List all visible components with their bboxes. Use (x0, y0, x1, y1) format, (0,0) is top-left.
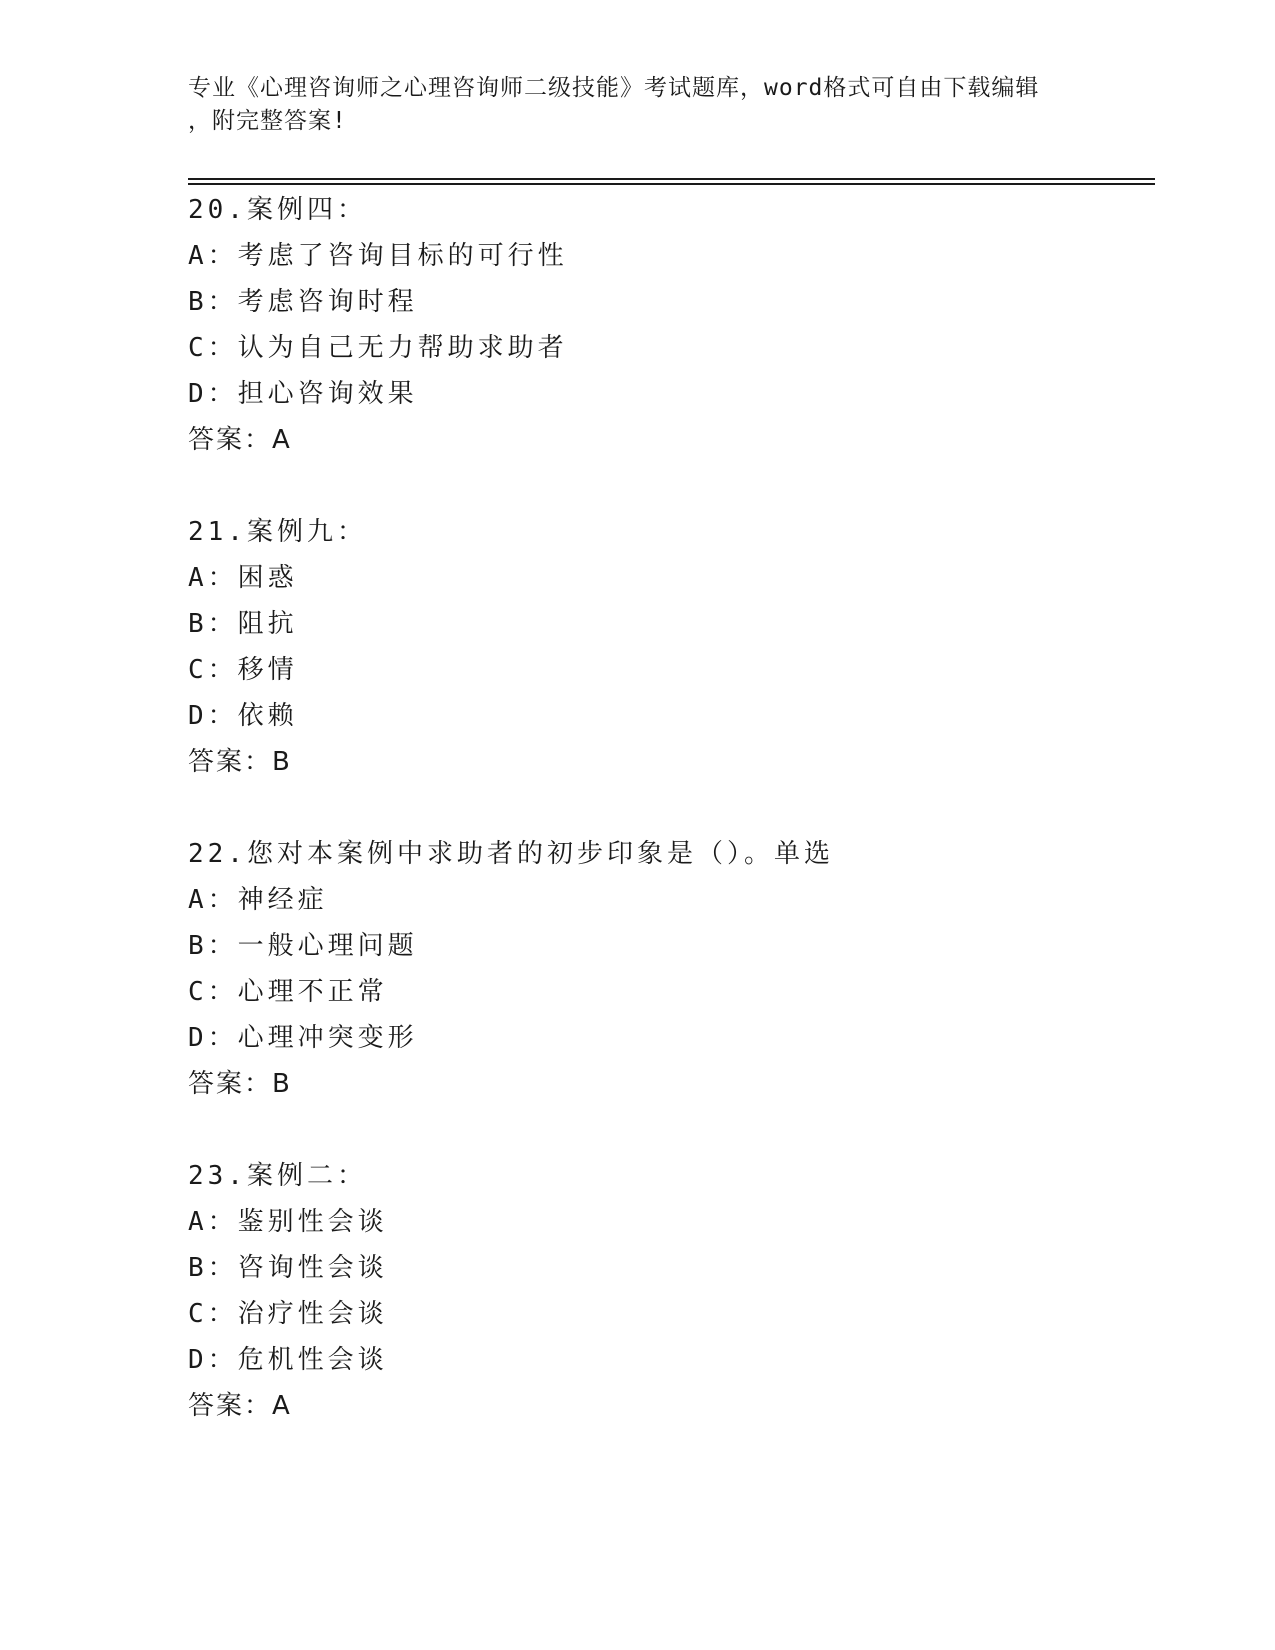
answer: 答案：A (188, 1391, 292, 1421)
option-d: D：危机性会谈 (188, 1345, 388, 1375)
question-stem: 21.案例九： (188, 517, 367, 547)
question-22 (188, 831, 1148, 1107)
option-c: C：认为自己无力帮助求助者 (188, 333, 568, 363)
question-21 (188, 509, 1148, 785)
option-c: C：心理不正常 (188, 977, 388, 1007)
option-a: A：考虑了咨询目标的可行性 (188, 241, 568, 271)
header-divider-top (188, 178, 1155, 180)
question-list (188, 187, 1148, 1475)
option-c: C：治疗性会谈 (188, 1299, 388, 1329)
option-c: C：移情 (188, 655, 298, 685)
option-b: B：咨询性会谈 (188, 1253, 388, 1283)
answer: 答案：B (188, 1069, 292, 1099)
question-23 (188, 1153, 1148, 1429)
option-d: D：依赖 (188, 701, 298, 731)
option-a: A：鉴别性会谈 (188, 1207, 388, 1237)
option-b: B：一般心理问题 (188, 931, 418, 961)
option-a: A：困惑 (188, 563, 298, 593)
question-stem: 20.案例四： (188, 195, 367, 225)
answer: 答案：B (188, 747, 292, 777)
question-stem: 22.您对本案例中求助者的初步印象是（）。单选 (188, 839, 834, 869)
option-d: D：心理冲突变形 (188, 1023, 418, 1053)
option-b: B：阻抗 (188, 609, 298, 639)
header-divider-bottom (188, 183, 1155, 185)
question-stem: 23.案例二： (188, 1161, 367, 1191)
document-header (188, 72, 1088, 138)
header-line-1: 专业《心理咨询师之心理咨询师二级技能》考试题库，word格式可自由下载编辑 (188, 75, 1040, 101)
option-d: D：担心咨询效果 (188, 379, 418, 409)
answer: 答案：A (188, 425, 292, 455)
header-line-2: ，附完整答案! (188, 108, 347, 134)
option-a: A：神经症 (188, 885, 328, 915)
option-b: B：考虑咨询时程 (188, 287, 418, 317)
question-20 (188, 187, 1148, 463)
